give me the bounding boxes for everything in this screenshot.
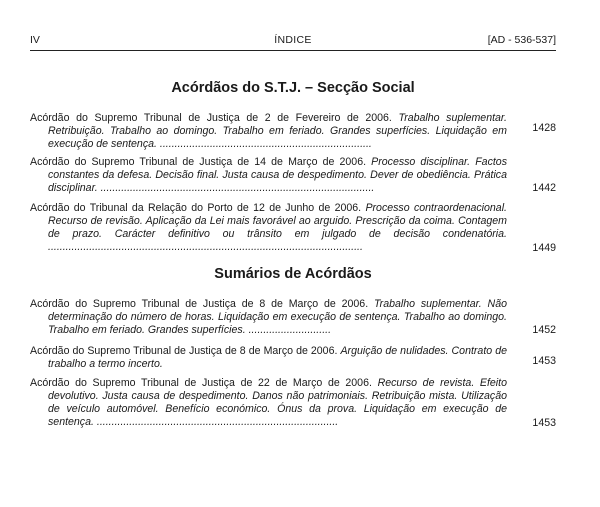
entry-text	[30, 298, 507, 337]
entry-topics: Recurso de revista. Efeito devolutivo. Justa causa de despedimento. Danos não patrimoniais. Retribuição mista. Utilização de veículo automóvel. Benefício económico. Ónus da prova. Liquidação em execução de sentença.	[48, 377, 507, 428]
page-number: IV	[30, 34, 40, 46]
entry-page-number: 1453	[532, 355, 556, 367]
entry-page-number: 1449	[532, 242, 556, 254]
header-divider	[30, 50, 556, 51]
entry-topics: Trabalho suplementar. Retribuição. Trabalho ao domingo. Trabalho em feriado. Grandes superfícies. Liquidação em execução de sentença.	[48, 112, 507, 150]
dot-leader: ........................................................................	[159, 138, 372, 150]
index-entry	[30, 345, 556, 371]
index-entry	[30, 377, 556, 429]
index-entry	[30, 156, 556, 195]
page-header	[30, 34, 556, 48]
entry-lead: Acórdão do Supremo Tribunal de Justiça de 14 de Março de 2006.	[30, 156, 367, 168]
entry-text	[30, 377, 507, 429]
entry-text	[30, 202, 507, 254]
index-entry	[30, 298, 556, 337]
entry-lead: Acórdão do Supremo Tribunal de Justiça de 2 de Fevereiro de 2006.	[30, 112, 392, 124]
entry-page-number: 1452	[532, 324, 556, 336]
entry-page-number: 1442	[532, 182, 556, 194]
section-title-sumarios: Sumários de Acórdãos	[214, 266, 372, 282]
entry-topics: Arguição de nulidades. Contrato de trabalho a termo incerto.	[48, 345, 507, 370]
dot-leader: .............................................................................................	[100, 182, 375, 194]
entry-lead: Acórdão do Supremo Tribunal de Justiça de 22 de Março de 2006.	[30, 377, 372, 389]
dot-leader: ...........................................................................................................	[48, 241, 363, 253]
entry-text	[30, 156, 507, 195]
section-title-stj: Acórdãos do S.T.J. – Secção Social	[171, 80, 415, 96]
entry-text	[30, 112, 507, 151]
dot-leader: ............................	[248, 324, 332, 336]
dot-leader: ..................................................................................	[96, 416, 339, 428]
entry-lead: Acórdão do Supremo Tribunal de Justiça de 8 de Março de 2006.	[30, 298, 369, 310]
reference-code: [AD - 536-537]	[487, 34, 556, 46]
entry-lead: Acórdão do Tribunal da Relação do Porto de 12 de Junho de 2006.	[30, 202, 362, 214]
index-entry	[30, 202, 556, 254]
entry-topics: Trabalho suplementar. Não determinação do número de horas. Liquidação em execução de sentença. Trabalho ao domingo. Trabalho em feriado. Grandes superfícies.	[48, 298, 507, 336]
index-title: ÍNDICE	[274, 34, 312, 46]
entry-page-number: 1428	[532, 122, 556, 134]
entry-topics: Processo disciplinar. Factos constantes da defesa. Decisão final. Justa causa de despedimento. Dever de obediência. Prática disciplinar.	[48, 156, 507, 194]
entry-text	[30, 345, 507, 371]
index-entry	[30, 112, 556, 151]
entry-page-number: 1453	[532, 417, 556, 429]
entry-topics: Processo contraordenacional. Recurso de revisão. Aplicação da Lei mais favorável ao arguido. Prescrição da coima. Contagem de prazo. Carácter definitivo ou trânsito em julgado de decisão condenatória.	[48, 202, 507, 240]
entry-lead: Acórdão do Supremo Tribunal de Justiça de 8 de Março de 2006.	[30, 345, 338, 357]
